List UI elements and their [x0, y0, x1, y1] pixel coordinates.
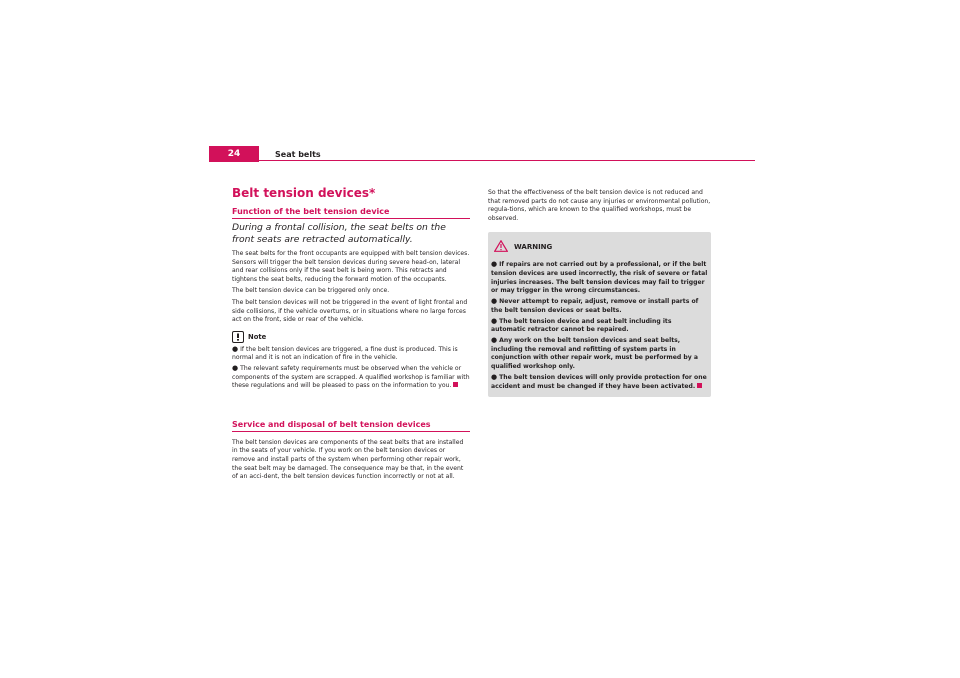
note-label: Note: [248, 332, 267, 341]
warning-header: [491, 237, 708, 256]
bullet-dot-icon: ●: [491, 336, 498, 344]
warning-bullet: ● The belt tension devices will only provide protection for one accident and must be changed if they have been activated.: [491, 372, 707, 390]
warning-bullet: ● Never attempt to repair, adjust, remove or install parts of the belt tension devices or seat belts.: [491, 297, 699, 314]
bullet-dot-icon: ●: [232, 363, 239, 372]
subsection-title-service: Service and disposal of belt tension devices: [232, 419, 470, 432]
bullet-dot-icon: ●: [491, 260, 498, 269]
bullet-dot-icon: ●: [491, 297, 498, 306]
right-column: [488, 189, 711, 397]
end-square-icon: [697, 383, 702, 388]
running-title: Seat belts: [275, 150, 321, 159]
note-header: [232, 331, 470, 343]
right-paragraph: So that the effectiveness of the belt tension device is not reduced and that removed parts do not cause any injuries or environmental pollution, regula-tions, which are known to the qualified workshops, must be observed.: [488, 189, 711, 222]
intro-text: During a frontal collision, the seat belts on the front seats are retracted automatically.: [232, 222, 446, 245]
warning-bullet: ● If repairs are not carried out by a professional, or if the belt tension devices are used incorrectly, the risk of severe or fatal injuries increases. The belt tension devices may fail to trigger or may trigger in the wrong circumstances.: [491, 260, 708, 295]
note-bullet: ● If the belt tension devices are triggered, a fine dust is produced. This is normal and it is not an indication of fire in the vehicle.: [232, 344, 458, 362]
warning-triangle-icon: [494, 237, 508, 256]
section-title: Belt tension devices*: [232, 186, 376, 200]
warning-box: [488, 232, 711, 397]
body-paragraph: The belt tension devices will not be triggered in the event of light frontal and side collisions, if the vehicle overturns, or in situations where no large forces act on the front, side or rear of the vehicle.: [232, 298, 468, 324]
body-paragraph: The seat belts for the front occupants are equipped with belt tension devices. Sensors will trigger the belt tension devices during severe head-on, lateral and rear collisions only if the seat belt is being worn. This retracts and tightens the seat belts, reducing the forward motion of the occupants.: [232, 250, 470, 283]
bullet-dot-icon: ●: [491, 372, 498, 381]
note-bullet: ● The relevant safety requirements must be observed when the vehicle or components of the system are scrapped. A qualified workshop is familiar with these regulations and will be pleased to pass on the information to you.: [232, 363, 470, 390]
note-icon: [232, 331, 244, 343]
warning-bullet: ● The belt tension device and seat belt including its automatic retractor cannot be repaired.: [491, 316, 672, 334]
bullet-dot-icon: ●: [491, 316, 498, 325]
bullet-dot-icon: ●: [232, 344, 239, 353]
left-column: [232, 186, 470, 485]
warning-bullet: ● Any work on the belt tension devices and seat belts, including the removal and refitting of system parts in conjunction with other repair work, must be performed by a qualified workshop only.: [491, 336, 698, 371]
body-paragraph: The belt tension device can be triggered only once.: [232, 287, 390, 295]
subsection-title-function: Function of the belt tension device: [232, 206, 470, 219]
end-square-icon: [453, 382, 458, 387]
warning-label: WARNING: [514, 242, 553, 251]
service-section: [232, 419, 470, 482]
header-rule: [209, 160, 755, 161]
service-paragraph: The belt tension devices are components of the seat belts that are installed in the seats of your vehicle. If you work on the belt tension devices or remove and install parts of the system when performing other repair work, the seat belt may be damaged. The consequence may be that, in the event of an acci-dent, the belt tension devices function incorrectly or not at all.: [232, 438, 464, 481]
page-number: 24: [209, 146, 259, 162]
